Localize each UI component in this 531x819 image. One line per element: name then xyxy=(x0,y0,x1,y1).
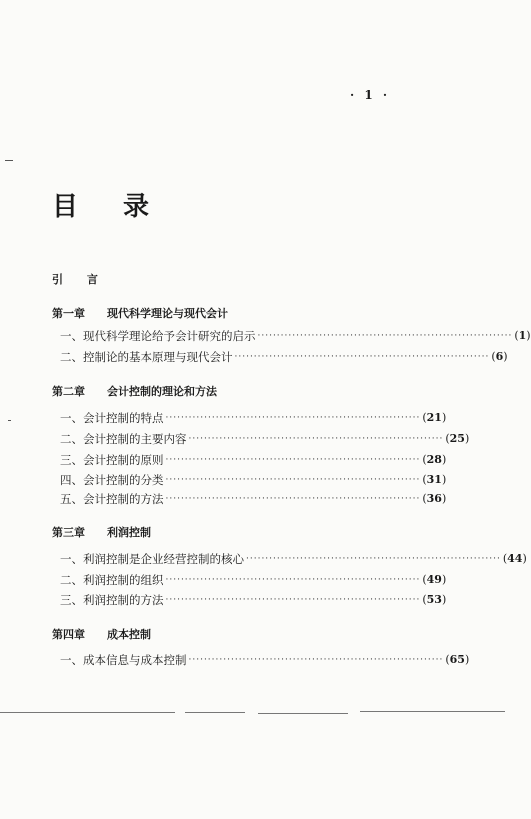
toc-entry xyxy=(60,328,531,344)
toc-entry xyxy=(60,572,447,588)
toc-entry xyxy=(60,452,447,468)
entry-title: 五、会计控制的方法 xyxy=(60,492,164,506)
leader-dots: ·································································· xyxy=(165,413,421,423)
toc-entry xyxy=(60,491,447,507)
entry-title: 二、控制论的基本原理与现代会计 xyxy=(60,350,233,364)
chapter-heading xyxy=(52,383,452,399)
entry-title: 一、成本信息与成本控制 xyxy=(60,653,187,667)
entry-title: 一、会计控制的特点 xyxy=(60,411,164,425)
toc-entry xyxy=(60,472,447,488)
toc-entry xyxy=(60,652,470,668)
entry-page: ( 44 ) xyxy=(502,552,527,565)
chapter-title: 成本控制 xyxy=(107,628,151,641)
scan-mark xyxy=(5,160,13,161)
chapter-heading xyxy=(52,626,452,642)
entry-title: 一、利润控制是企业经营控制的核心 xyxy=(60,552,244,566)
scan-rule-line xyxy=(0,712,175,713)
chapter-title: 利润控制 xyxy=(107,526,151,539)
leader-dots: ·································································· xyxy=(234,352,490,362)
leader-dots: ·································································· xyxy=(165,595,421,605)
leader-dots: ·································································· xyxy=(165,575,421,585)
entry-page: ( 1 ) xyxy=(514,329,531,342)
entry-page: ( 49 ) xyxy=(422,573,447,586)
entry-page: ( 65 ) xyxy=(445,653,470,666)
page-number: · 1 · xyxy=(350,88,391,102)
entry-page: ( 53 ) xyxy=(422,593,447,606)
toc-title: 目 录 xyxy=(52,192,168,222)
leader-dots: ·································································· xyxy=(246,554,501,564)
leader-dots: ·································································· xyxy=(165,475,421,485)
leader-dots: ·································································· xyxy=(257,331,513,341)
entry-title: 三、会计控制的原则 xyxy=(60,453,164,467)
entry-title: 二、利润控制的组织 xyxy=(60,573,164,587)
entry-page: ( 21 ) xyxy=(422,411,447,424)
entry-page: ( 31 ) xyxy=(422,473,447,486)
entry-title: 四、会计控制的分类 xyxy=(60,473,164,487)
chapter-number: 第四章 xyxy=(52,628,85,641)
toc-intro: 引 言 xyxy=(52,273,108,286)
chapter-heading xyxy=(52,305,452,321)
scan-mark xyxy=(8,420,11,421)
entry-title: 三、利润控制的方法 xyxy=(60,593,164,607)
entry-page: ( 36 ) xyxy=(422,492,447,505)
leader-dots: ·································································· xyxy=(165,494,421,504)
chapter-heading xyxy=(52,524,452,540)
toc-entry xyxy=(60,592,447,608)
entry-title: 一、现代科学理论给予会计研究的启示 xyxy=(60,329,256,343)
chapter-title: 会计控制的理论和方法 xyxy=(107,385,217,398)
entry-title: 二、会计控制的主要内容 xyxy=(60,432,187,446)
toc-entry xyxy=(60,431,470,447)
toc-entry xyxy=(60,349,508,365)
chapter-title: 现代科学理论与现代会计 xyxy=(107,307,228,320)
toc-entry xyxy=(60,551,527,567)
entry-page: ( 28 ) xyxy=(422,453,447,466)
leader-dots: ·································································· xyxy=(188,655,444,665)
chapter-number: 第一章 xyxy=(52,307,85,320)
leader-dots: ·································································· xyxy=(165,455,421,465)
toc-entry xyxy=(60,410,447,426)
leader-dots: ·································································· xyxy=(188,434,444,444)
entry-page: ( 25 ) xyxy=(445,432,470,445)
scan-rule-line xyxy=(360,711,505,712)
chapter-number: 第二章 xyxy=(52,385,85,398)
entry-page: ( 6 ) xyxy=(491,350,508,363)
chapter-number: 第三章 xyxy=(52,526,85,539)
scan-rule-line xyxy=(258,713,348,714)
scan-rule-line xyxy=(185,712,245,713)
